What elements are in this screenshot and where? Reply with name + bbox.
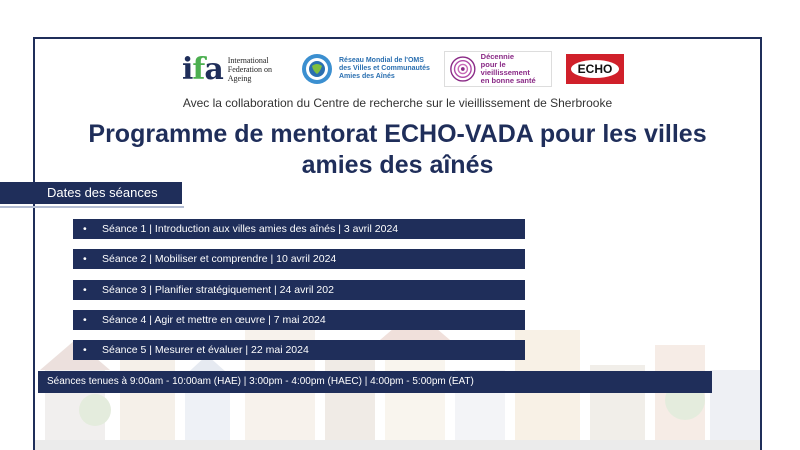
logo-bar [35,49,760,89]
who-network-text: Réseau Mondial de l'OMS des Villes et Communautés Amies des Aînés [339,57,430,80]
session-times-bar: Séances tenues à 9:00am - 10:00am (HAE) | 3:00pm - 4:00pm (HAEC) | 4:00pm - 5:00pm (EAT) [38,371,712,393]
dates-header: Dates des séances [0,182,182,204]
echo-logo-text: ECHO [571,60,619,78]
decade-text: Décennie pour le vieillissement en bonne santé [480,52,536,85]
project-echo-logo [566,49,624,89]
who-network-logo [300,49,430,89]
ifa-logo-mark: ifa [182,51,223,87]
ifa-logo [182,49,272,89]
collaboration-text: Avec la collaboration du Centre de recherche sur le vieillissement de Sherbrooke [182,96,613,110]
globe-icon [300,52,334,86]
dates-header-underline [0,206,184,208]
session-item-2: • Séance 2 | Mobiliser et comprendre | 10 avril 2024 [73,249,525,269]
page-title: Programme de mentorat ECHO-VADA pour les villes amies des aînés [88,120,707,179]
concentric-circles-icon [449,54,477,84]
session-item-1: • Séance 1 | Introduction aux villes amies des aînés | 3 avril 2024 [73,219,525,239]
decade-healthy-ageing-logo [444,49,552,89]
session-item-5: • Séance 5 | Mesurer et évaluer | 22 mai 2024 [73,340,525,360]
session-item-4: • Séance 4 | Agir et mettre en œuvre | 7 mai 2024 [73,310,525,330]
session-item-3: • Séance 3 | Planifier stratégiquement | 24 avril 202 [73,280,525,300]
ifa-logo-text: International Federation on Ageing [227,55,272,83]
